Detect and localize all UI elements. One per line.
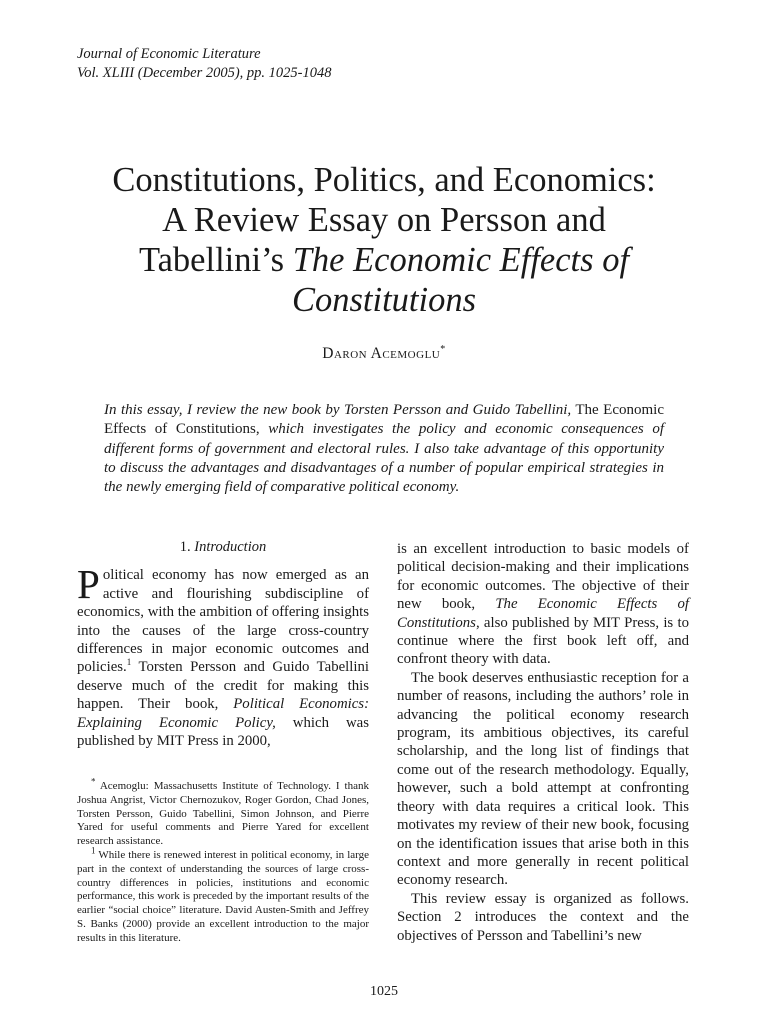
title-line-3-italic: The Economic Effects of xyxy=(292,241,630,279)
left-column xyxy=(77,538,369,750)
footnote-ref-1: 1 xyxy=(126,657,132,668)
title-line-3-roman: Tabellini’s xyxy=(138,241,293,279)
journal-name: Journal of Economic Literature xyxy=(77,46,261,62)
footnote-1 xyxy=(77,845,369,946)
section-title: Introduction xyxy=(194,539,267,555)
title-line-2: A Review Essay on Persson and xyxy=(162,201,606,239)
footnote-star-marker: * xyxy=(91,776,96,787)
page-number: 1025 xyxy=(370,984,398,999)
footnote-1-text: While there is renewed interest in political economy, in large part in the context of understanding the sources of large cross-country differences in policies, institutions and economic performance, this work is preceded by the important results of the earlier “social choice” literature. David Austen-Smith and Jeffrey S. Banks (2000) provide an excellent introduction to the major results in this literature. xyxy=(77,848,369,944)
title-line-1: Constitutions, Politics, and Economics: xyxy=(112,161,656,199)
drop-cap: P xyxy=(77,561,100,608)
section-number: 1. xyxy=(179,539,195,555)
right-paragraph-3: This review essay is organized as follows. Section 2 introduces the context and the objectives of Persson and Tabellini’s new xyxy=(397,890,689,944)
title-line-3 xyxy=(40,240,728,280)
author-footnote-marker: * xyxy=(440,343,446,355)
abstract xyxy=(104,401,664,497)
author-name: Daron Acemoglu xyxy=(322,345,441,362)
right-p1-text-b: , also published by MIT Press, is to continue where the first book left off, and confront theory with data. xyxy=(397,614,689,668)
section-heading xyxy=(77,538,369,556)
footnote-1-marker: 1 xyxy=(91,845,96,856)
abstract-book-title: The Economic Effects of Constitutions, xyxy=(104,402,664,438)
journal-volume: Vol. XLIII (December 2005), pp. 1025-1048 xyxy=(77,65,332,81)
footnotes xyxy=(77,776,369,946)
intro-text-c: which was published by MIT Press in 2000, xyxy=(77,714,369,750)
right-p1-book-title: The Economic Effects of Constitutions xyxy=(397,596,689,631)
title-line-4-italic: Constitutions xyxy=(291,281,477,319)
journal-header xyxy=(77,45,332,83)
footnote-author-text: Acemoglu: Massachusetts Institute of Technology. I thank Joshua Angrist, Victor Chernozukov, Roger Gordon, Chad Jones, Torsten Persson, Guido Tabellini, Simon Johnson, and Pierre Yared for useful comments and Pierre Yared for excellent research assistance. xyxy=(77,780,369,848)
article-title xyxy=(40,160,728,320)
author-byline xyxy=(0,345,768,363)
right-column xyxy=(397,540,689,945)
intro-paragraph xyxy=(77,561,369,750)
footnote-author xyxy=(77,776,369,849)
intro-text-b: Torsten Persson and Guido Tabellini deserve much of the credit for making this happen. Their book, xyxy=(77,659,369,713)
right-p1-text-a: is an excellent introduction to basic models of political decision-making and their implications for economic outcomes. The objective of their new book, xyxy=(397,541,689,613)
abstract-part-2: which investigates the policy and economic consequences of different forms of government and electoral rules. I also take advantage of this opportunity to discuss the advantages and disadvantages of a number of popular empirical strategies in the newly emerging field of comparative political economy. xyxy=(104,421,664,496)
title-line-4 xyxy=(40,280,728,320)
intro-text-a: olitical economy has now emerged as an active and flourishing subdiscipline of economics, with the ambition of offering insights into the causes of the large cross-country differences in major economic outcomes and policies. xyxy=(77,567,369,676)
intro-book-title: Political Economics: Explaining Economic Policy, xyxy=(77,696,369,731)
abstract-part-1: In this essay, I review the new book by Torsten Persson and Guido Tabellini, xyxy=(104,402,572,418)
right-paragraph-2: The book deserves enthusiastic reception for a number of reasons, including the authors’ role in advancing the political economy research program, its ambitious objectives, its careful scholarship, and the long list of findings that come out of the research methodology. Equally, however, such a bold attempt at confronting theory with data requires a critical look. This motivates my review of their new book, focusing on the identification issues that arise both in this context and more generally in recent political economy research. xyxy=(397,669,689,889)
right-paragraph-1 xyxy=(397,540,689,669)
